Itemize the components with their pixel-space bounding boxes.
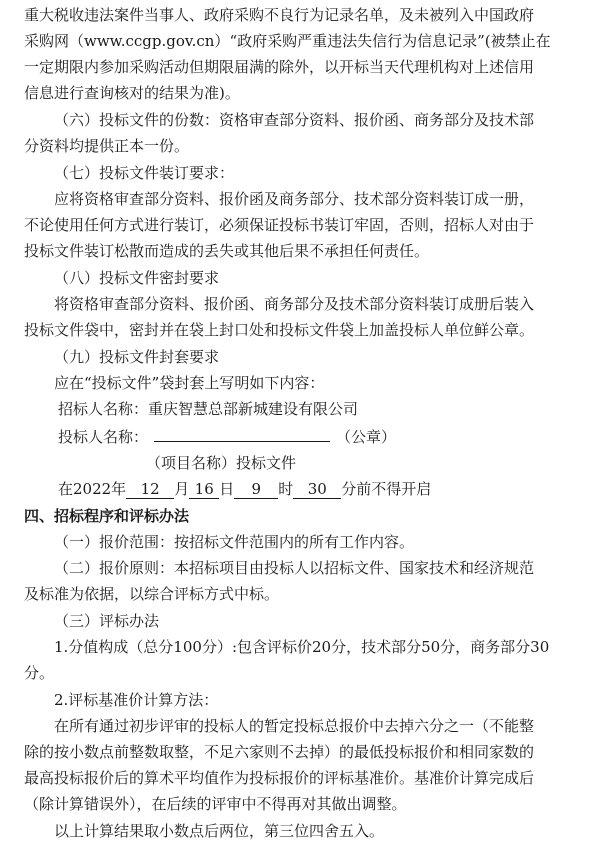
- paragraph-line: 分。: [24, 664, 55, 682]
- paragraph-line: 在所有通过初步评审的投标人的暂定投标总报价中去掉六分之一（不能整: [54, 717, 535, 735]
- paragraph-line: 投标文件袋中，密封并在袋上封口处和投标文件袋上加盖投标人单位鲜公章。: [24, 321, 535, 339]
- deadline-hour-unit: 时: [278, 480, 294, 498]
- deadline-day: 16: [189, 480, 219, 499]
- bidder-name-label: 投标人名称：: [58, 428, 149, 446]
- deadline-line: [58, 476, 594, 502]
- bidder-name-blank: [154, 423, 330, 442]
- paragraph-line: 信息进行查询核对的结果为准)。: [24, 84, 240, 102]
- paragraph-line: 分资料均提供正本一份。: [24, 137, 190, 155]
- deadline-minute: 30: [293, 480, 341, 499]
- paragraph-line: 除的按小数点前整数取整，不足六家则不去掉）的最低投标报价和相同家数的: [24, 743, 535, 761]
- paragraph-line: 重大税收违法案件当事人、政府采购不良行为记录名单，及未被列入中国政府: [24, 6, 535, 24]
- section-heading: （七）投标文件装订要求：: [54, 164, 235, 182]
- paragraph-line: 最高投标报价后的算术平均值作为投标报价的评标基准价。基准价计算完成后: [24, 769, 535, 787]
- deadline-day-unit: 日: [219, 480, 235, 498]
- deadline-month-unit: 月: [174, 480, 190, 498]
- paragraph-line: 1.分值构成（总分100分）:包含评标价20分，技术部分50分，商务部分30: [54, 638, 550, 656]
- paragraph-line: 采购网（www.ccgp.gov.cn）“政府采购严重违法失信行为信息记录”(被禁止在: [24, 32, 551, 50]
- paragraph-line: 将资格审查部分资料、报价函、商务部分及技术部分资料装订成册后装入: [54, 295, 535, 313]
- paragraph-line: （六）投标文件的份数：资格审查部分资料、报价函、商务部分及技术部: [54, 111, 535, 129]
- paragraph-line: 不论使用任何方式进行装订，必须保证投标书装订牢固，否则，招标人对由于: [24, 216, 535, 234]
- paragraph-line: 一定期限内参加采购活动但期限届满的除外，以开标当天代理机构对上述信用: [24, 58, 535, 76]
- tenderer-name-line: 招标人名称：重庆智慧总部新城建设有限公司: [58, 400, 359, 418]
- section-heading: （三）评标办法: [54, 612, 160, 630]
- chapter-heading: 四、招标程序和评标办法: [24, 507, 190, 525]
- paragraph-line: 投标文件装订松散而造成的丢失或其他后果不承担任何责任。: [24, 242, 430, 260]
- seal-note: （公章）: [336, 428, 397, 446]
- bidder-name-line: [58, 423, 594, 449]
- deadline-month: 12: [126, 480, 174, 499]
- paragraph-line: 应将资格审查部分资料、报价函及商务部分、技术部分资料装订成一册，: [54, 190, 535, 208]
- deadline-hour: 9: [234, 480, 278, 499]
- section-heading: （九）投标文件封套要求: [54, 348, 220, 366]
- deadline-suffix: 分前不得开启: [341, 480, 432, 498]
- paragraph-line: 以上计算结果取小数点后两位，第三位四舍五入。: [54, 822, 385, 840]
- paragraph-line: （一）报价范围：按招标文件范围内的所有工作内容。: [54, 533, 415, 551]
- section-heading: 2.评标基准价计算方法：: [54, 691, 219, 709]
- paragraph-line: （二）报价原则：本招标项目由投标人以招标文件、国家技术和经济规范: [54, 559, 535, 577]
- paragraph-line: 及标准为依据，以综合评标方式中标。: [24, 585, 280, 603]
- paragraph-line: 应在“投标文件”袋封套上写明如下内容：: [54, 374, 325, 392]
- section-heading: （八）投标文件密封要求: [54, 269, 220, 287]
- deadline-prefix: 在2022年: [58, 480, 127, 498]
- project-name-line: （项目名称）投标文件: [146, 454, 297, 472]
- paragraph-line: （除计算错误外），在后续的评审中不得再对其做出调整。: [24, 795, 407, 813]
